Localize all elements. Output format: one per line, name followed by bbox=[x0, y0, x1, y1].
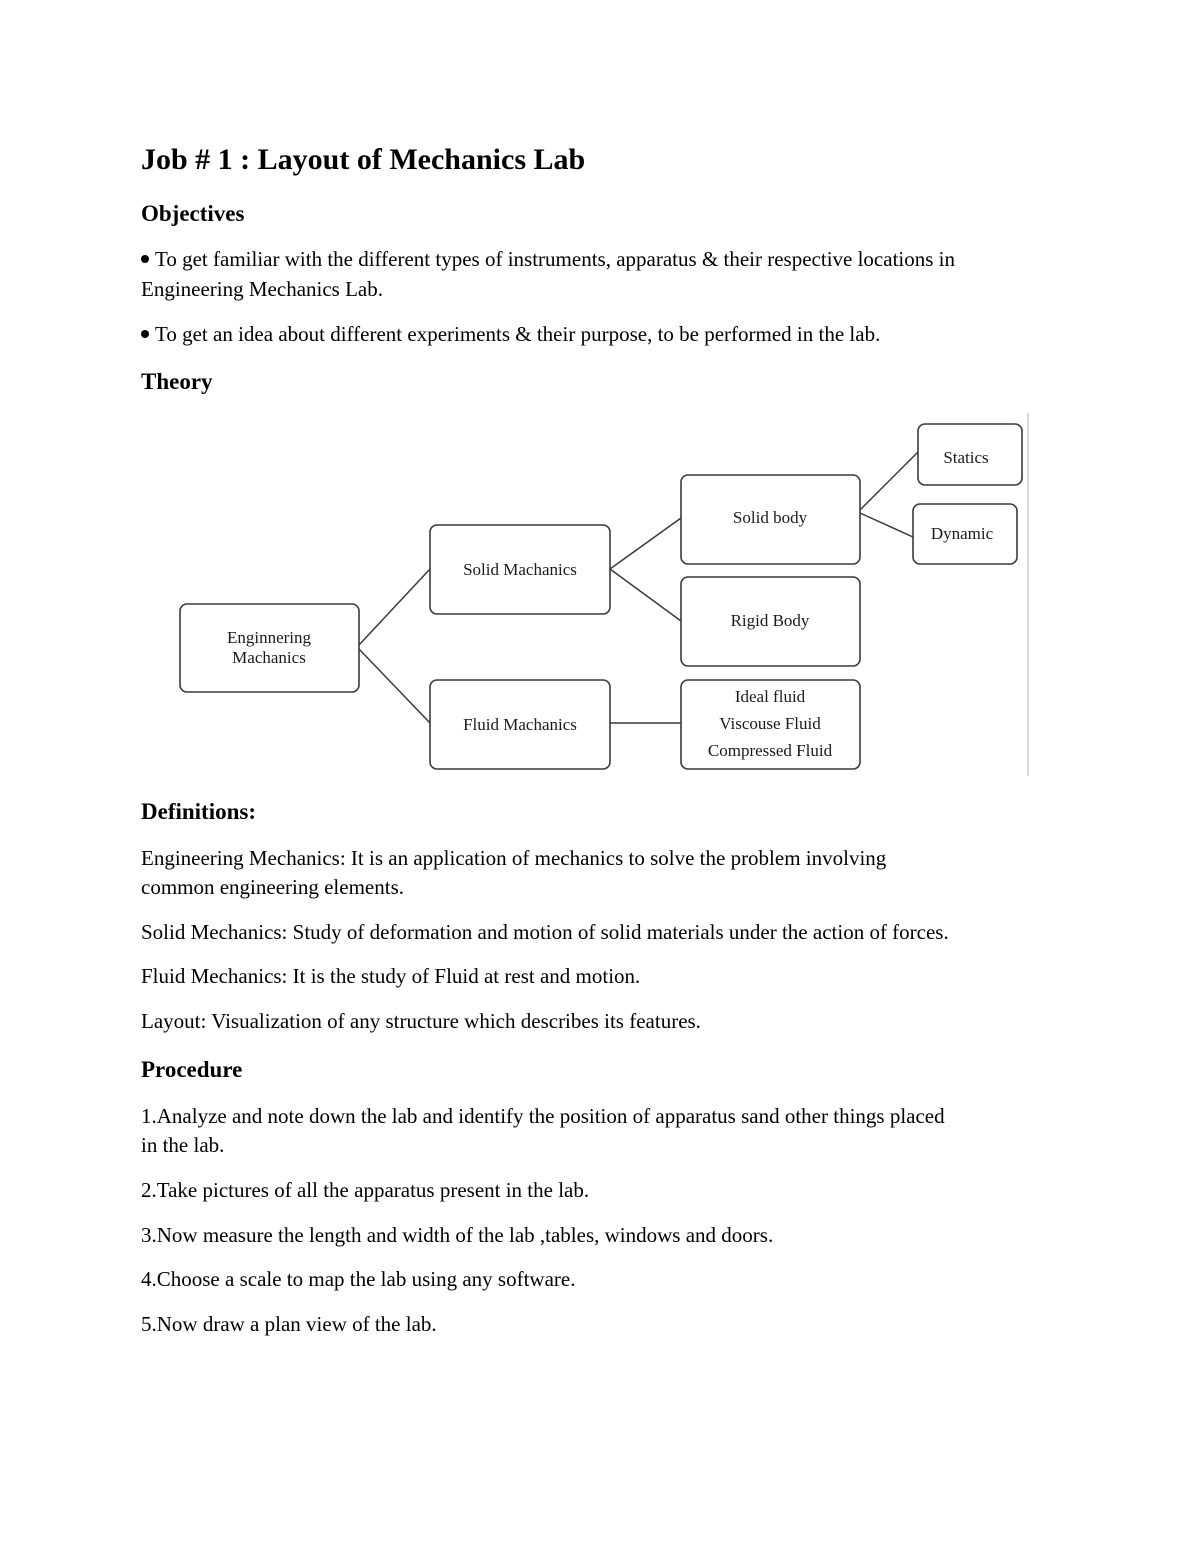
objective-item-1-cont: Engineering Mechanics Lab. bbox=[141, 277, 383, 301]
definition-fluid-mechanics: Fluid Mechanics: It is the study of Fluid at rest and motion. bbox=[141, 964, 641, 988]
objective-item-1: To get familiar with the different types of instruments, apparatus & their respective locations in bbox=[141, 245, 955, 274]
node-engineering-mechanics-line2: Machanics bbox=[232, 648, 306, 667]
procedure-step-3: 3.Now measure the length and width of the lab ,tables, windows and doors. bbox=[141, 1223, 774, 1247]
node-solid-body bbox=[681, 475, 860, 564]
node-fluid-mechanics bbox=[430, 680, 610, 769]
definition-solid-mechanics: Solid Mechanics: Study of deformation and motion of solid materials under the action of forces. bbox=[141, 920, 949, 944]
edge-solid-rigidbody bbox=[610, 569, 681, 621]
node-solid-body-label: Solid body bbox=[732, 508, 808, 527]
node-rigid-body bbox=[681, 577, 860, 666]
node-fluid-mechanics-label: Fluid Machanics bbox=[463, 715, 577, 734]
definition-engineering-mechanics-cont: common engineering elements. bbox=[141, 875, 405, 899]
node-rigid-body-label: Rigid Body bbox=[730, 611, 810, 630]
node-solid-mechanics-label: Solid Machanics bbox=[463, 560, 577, 579]
node-solid-mechanics bbox=[430, 525, 610, 614]
objective-item-2: To get an idea about different experiments & their purpose, to be performed in the lab. bbox=[141, 320, 880, 349]
node-dynamic-label: Dynamic bbox=[930, 524, 994, 543]
definitions-heading: Definitions: bbox=[141, 799, 256, 824]
fluid-type-ideal: Ideal fluid bbox=[734, 687, 806, 706]
procedure-step-1-cont: in the lab. bbox=[141, 1133, 225, 1157]
fluid-type-compressed: Compressed Fluid bbox=[707, 741, 833, 760]
edge-solidbody-statics bbox=[860, 452, 918, 510]
definition-engineering-mechanics: Engineering Mechanics: It is an application of mechanics to solve the problem involving bbox=[141, 846, 887, 870]
node-dynamic bbox=[913, 504, 1017, 564]
node-statics bbox=[918, 424, 1022, 485]
objectives-heading: Objectives bbox=[141, 201, 245, 226]
procedure-heading: Procedure bbox=[141, 1057, 243, 1082]
edge-solidbody-dynamic bbox=[860, 513, 913, 537]
edge-eng-fluid bbox=[359, 649, 430, 723]
node-engineering-mechanics bbox=[180, 604, 359, 692]
procedure-step-5: 5.Now draw a plan view of the lab. bbox=[141, 1312, 437, 1336]
fluid-type-viscouse: Viscouse Fluid bbox=[719, 714, 821, 733]
definition-layout: Layout: Visualization of any structure which describes its features. bbox=[141, 1009, 701, 1033]
procedure-step-2: 2.Take pictures of all the apparatus present in the lab. bbox=[141, 1178, 590, 1202]
node-fluid-types bbox=[681, 680, 860, 769]
edge-eng-solid bbox=[359, 569, 430, 645]
procedure-step-1: 1.Analyze and note down the lab and identify the position of apparatus sand other things placed bbox=[141, 1104, 945, 1128]
procedure-step-4: 4.Choose a scale to map the lab using any software. bbox=[141, 1267, 576, 1291]
theory-heading: Theory bbox=[141, 369, 213, 394]
edge-solid-solidbody bbox=[610, 518, 681, 569]
document-title: Job # 1 : Layout of Mechanics Lab bbox=[141, 143, 586, 176]
node-engineering-mechanics-line1: Enginnering bbox=[226, 628, 312, 647]
node-statics-label: Statics bbox=[943, 448, 989, 467]
